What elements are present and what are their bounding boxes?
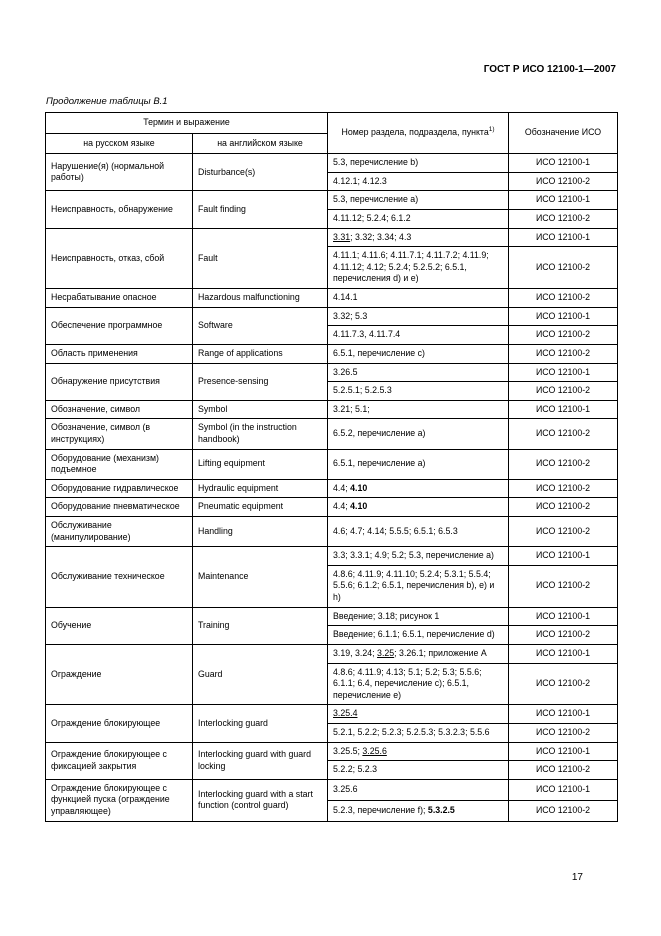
iso-cell: ИСО 12100-1 — [509, 363, 618, 382]
table-row — [46, 191, 618, 210]
table-row — [46, 363, 618, 382]
ref-cell — [328, 247, 509, 289]
iso-cell: ИСО 12100-1 — [509, 228, 618, 247]
ref-text: 3.19, 3.24; — [333, 647, 378, 658]
term-ru-cell: Неисправность, обнаружение — [46, 191, 193, 228]
ref-text: 6.5.1, перечисление a) — [333, 458, 426, 469]
iso-cell: ИСО 12100-2 — [509, 449, 618, 479]
term-en-cell: Disturbance(s) — [193, 154, 328, 191]
iso-cell: ИСО 12100-2 — [509, 498, 618, 517]
iso-cell: ИСО 12100-1 — [509, 307, 618, 326]
iso-cell: ИСО 12100-2 — [509, 800, 618, 821]
ref-text: 5.2.5.1; 5.2.5.3 — [333, 385, 392, 396]
term-en-cell: Interlocking guard — [193, 705, 328, 742]
ref-text: 3.31 — [333, 231, 351, 242]
ref-cell — [328, 479, 509, 498]
ref-text: 4.4; — [333, 482, 351, 493]
term-ru-cell: Обслуживание техническое — [46, 547, 193, 607]
term-ru-cell: Обслуживание (манипулирование) — [46, 517, 193, 547]
iso-cell: ИСО 12100-2 — [509, 419, 618, 449]
ref-text: 5.2.3, перечисление f); — [333, 804, 428, 815]
ref-text: 3.32; 5.3 — [333, 310, 368, 321]
term-ru-cell: Оборудование (механизм) подъемное — [46, 449, 193, 479]
iso-cell: ИСО 12100-2 — [509, 723, 618, 742]
document-header: ГОСТ Р ИСО 12100-1—2007 — [483, 64, 616, 75]
ref-text: 5.3, перечисление a) — [333, 194, 419, 205]
term-en-cell: Maintenance — [193, 547, 328, 607]
term-en-cell: Lifting equipment — [193, 449, 328, 479]
table-head — [46, 113, 618, 154]
terms-table — [45, 112, 618, 822]
ref-cell — [328, 565, 509, 607]
ref-cell — [328, 154, 509, 173]
iso-cell: ИСО 12100-2 — [509, 382, 618, 401]
ref-cell — [328, 644, 509, 663]
ref-cell — [328, 800, 509, 821]
iso-cell: ИСО 12100-1 — [509, 705, 618, 724]
table-row — [46, 228, 618, 247]
table-row — [46, 742, 618, 761]
term-en-cell: Pneumatic equipment — [193, 498, 328, 517]
iso-cell: ИСО 12100-2 — [509, 479, 618, 498]
term-en-cell: Interlocking guard with guard locking — [193, 742, 328, 779]
iso-cell: ИСО 12100-2 — [509, 289, 618, 308]
term-ru-cell: Ограждение блокирующее с фиксацией закрытия — [46, 742, 193, 779]
ref-cell — [328, 344, 509, 363]
ref-text: 3.25 — [377, 647, 395, 658]
term-en-cell: Hazardous malfunctioning — [193, 289, 328, 308]
term-en-cell: Range of applications — [193, 344, 328, 363]
ref-cell — [328, 326, 509, 345]
ref-text: ; 3.32; 3.34; 4.3 — [350, 231, 412, 242]
column-header-en: на английском языке — [193, 133, 328, 154]
ref-text: Введение; 6.1.1; 6.5.1, перечисление d) — [333, 629, 495, 640]
ref-cell — [328, 779, 509, 800]
ref-cell — [328, 307, 509, 326]
ref-text: 3.25.6 — [362, 745, 387, 756]
ref-cell — [328, 547, 509, 566]
ref-cell — [328, 228, 509, 247]
column-header-iso: Обозначение ИСО — [509, 113, 618, 154]
column-header-term-group: Термин и выражение — [46, 113, 328, 134]
ref-cell — [328, 663, 509, 705]
table-row — [46, 479, 618, 498]
term-en-cell: Interlocking guard with a start function (control guard) — [193, 779, 328, 821]
ref-cell — [328, 761, 509, 780]
ref-cell — [328, 210, 509, 229]
ref-text: 3.25.6 — [333, 783, 358, 794]
term-ru-cell: Неисправность, отказ, сбой — [46, 228, 193, 288]
ref-text: 6.5.1, перечисление c) — [333, 347, 425, 358]
term-en-cell: Software — [193, 307, 328, 344]
ref-cell — [328, 400, 509, 419]
iso-cell: ИСО 12100-1 — [509, 742, 618, 761]
term-en-cell: Handling — [193, 517, 328, 547]
table-row — [46, 547, 618, 566]
table-row — [46, 607, 618, 626]
iso-cell: ИСО 12100-2 — [509, 326, 618, 345]
iso-cell: ИСО 12100-2 — [509, 663, 618, 705]
term-en-cell: Presence-sensing — [193, 363, 328, 400]
table-row — [46, 449, 618, 479]
ref-text: 4.10 — [350, 482, 368, 493]
ref-cell — [328, 449, 509, 479]
iso-cell: ИСО 12100-2 — [509, 210, 618, 229]
ref-text: 3.3; 3.3.1; 4.9; 5.2; 5.3, перечисление a) — [333, 550, 494, 561]
ref-text: 5.2.1, 5.2.2; 5.2.3; 5.2.5.3; 5.3.2.3; 5.5.6 — [333, 726, 490, 737]
iso-cell: ИСО 12100-2 — [509, 626, 618, 645]
column-header-ref-text: Номер раздела, подраздела, пункта — [341, 127, 489, 138]
term-ru-cell: Обеспечение программное — [46, 307, 193, 344]
ref-cell — [328, 626, 509, 645]
ref-text: 4.8.6; 4.11.9; 4.13; 5.1; 5.2; 5.3; 5.5.6; 6.1.1; 6.4, перечисление c); 6.5.1, перечисление e) — [333, 666, 482, 700]
table-caption: Продолжение таблицы В.1 — [46, 96, 168, 107]
term-en-cell: Symbol (in the instruction handbook) — [193, 419, 328, 449]
ref-text: Введение; 3.18; рисунок 1 — [333, 610, 440, 621]
ref-cell — [328, 607, 509, 626]
table-row — [46, 307, 618, 326]
term-en-cell: Fault — [193, 228, 328, 288]
ref-cell — [328, 172, 509, 191]
ref-text: 3.25.4 — [333, 708, 358, 719]
ref-cell — [328, 498, 509, 517]
iso-cell: ИСО 12100-1 — [509, 400, 618, 419]
term-ru-cell: Ограждение блокирующее с функцией пуска (ограждение управляющее) — [46, 779, 193, 821]
term-ru-cell: Обозначение, символ (в инструкциях) — [46, 419, 193, 449]
term-ru-cell: Область применения — [46, 344, 193, 363]
term-ru-cell: Ограждение блокирующее — [46, 705, 193, 742]
term-ru-cell: Обозначение, символ — [46, 400, 193, 419]
term-ru-cell: Нарушение(я) (нормальной работы) — [46, 154, 193, 191]
ref-cell — [328, 382, 509, 401]
term-en-cell: Symbol — [193, 400, 328, 419]
iso-cell: ИСО 12100-2 — [509, 344, 618, 363]
term-en-cell: Guard — [193, 644, 328, 704]
ref-text: 3.21; 5.1; — [333, 403, 370, 414]
ref-cell — [328, 705, 509, 724]
table-row — [46, 517, 618, 547]
table-row — [46, 289, 618, 308]
term-en-cell: Fault finding — [193, 191, 328, 228]
ref-text: 4.12.1; 4.12.3 — [333, 175, 387, 186]
column-header-ru: на русском языке — [46, 133, 193, 154]
ref-text: 4.14.1 — [333, 292, 358, 303]
iso-cell: ИСО 12100-2 — [509, 565, 618, 607]
ref-text: 4.4; — [333, 501, 351, 512]
header-row-1 — [46, 113, 618, 134]
table-row — [46, 498, 618, 517]
ref-text: 5.3.2.5 — [427, 804, 455, 815]
ref-text: 3.25.5; — [333, 745, 363, 756]
ref-text: 5.2.2; 5.2.3 — [333, 764, 378, 775]
ref-cell — [328, 742, 509, 761]
iso-cell: ИСО 12100-2 — [509, 247, 618, 289]
table-row — [46, 779, 618, 800]
ref-cell — [328, 723, 509, 742]
ref-text: 6.5.2, перечисление a) — [333, 428, 426, 439]
table-row — [46, 344, 618, 363]
table-row — [46, 705, 618, 724]
iso-cell: ИСО 12100-1 — [509, 191, 618, 210]
page-number: 17 — [571, 872, 583, 883]
ref-cell — [328, 363, 509, 382]
ref-text: 4.11.7.3, 4.11.7.4 — [333, 329, 401, 340]
table-body — [46, 154, 618, 821]
table-row — [46, 419, 618, 449]
table-row — [46, 400, 618, 419]
table-row — [46, 154, 618, 173]
ref-cell — [328, 191, 509, 210]
term-en-cell: Training — [193, 607, 328, 644]
iso-cell: ИСО 12100-1 — [509, 779, 618, 800]
table-row — [46, 644, 618, 663]
ref-text: 5.3, перечисление b) — [333, 157, 419, 168]
term-en-cell: Hydraulic equipment — [193, 479, 328, 498]
term-ru-cell: Обучение — [46, 607, 193, 644]
iso-cell: ИСО 12100-2 — [509, 172, 618, 191]
ref-cell — [328, 517, 509, 547]
iso-cell: ИСО 12100-1 — [509, 547, 618, 566]
term-ru-cell: Оборудование гидравлическое — [46, 479, 193, 498]
ref-text: 3.26.5 — [333, 366, 358, 377]
ref-cell — [328, 289, 509, 308]
ref-text: 4.10 — [350, 501, 368, 512]
iso-cell: ИСО 12100-1 — [509, 607, 618, 626]
ref-text: 4.6; 4.7; 4.14; 5.5.5; 6.5.1; 6.5.3 — [333, 525, 458, 536]
ref-text: 4.11.1; 4.11.6; 4.11.7.1; 4.11.7.2; 4.11.9; 4.11.12; 4.12; 5.2.4; 5.2.5.2; 6.5.1, перечисления d) и e) — [333, 250, 489, 284]
ref-text: ; 3.26.1; приложение А — [394, 647, 487, 658]
ref-text: 4.11.12; 5.2.4; 6.1.2 — [333, 213, 411, 224]
term-ru-cell: Обнаружение присутствия — [46, 363, 193, 400]
column-header-ref — [328, 113, 509, 154]
term-ru-cell: Несрабатывание опасное — [46, 289, 193, 308]
iso-cell: ИСО 12100-2 — [509, 517, 618, 547]
iso-cell: ИСО 12100-1 — [509, 644, 618, 663]
iso-cell: ИСО 12100-2 — [509, 761, 618, 780]
ref-cell — [328, 419, 509, 449]
ref-text: 4.8.6; 4.11.9; 4.11.10; 5.2.4; 5.3.1; 5.5.4; 5.5.6; 6.1.2; 6.5.1, перечисления b), e) и h) — [333, 568, 495, 603]
term-ru-cell: Ограждение — [46, 644, 193, 704]
term-ru-cell: Оборудование пневматическое — [46, 498, 193, 517]
iso-cell: ИСО 12100-1 — [509, 154, 618, 173]
footnote-marker: 1) — [488, 126, 495, 134]
